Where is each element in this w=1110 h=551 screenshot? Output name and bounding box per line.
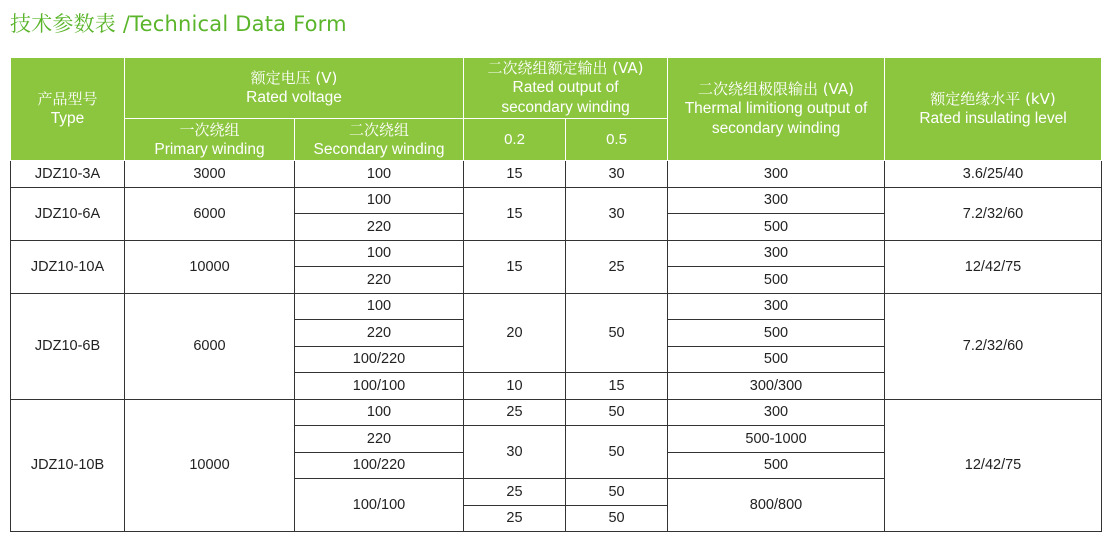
cell-secondary: 100/100 — [295, 373, 464, 400]
cell-thermal: 300/300 — [668, 373, 885, 400]
table-row — [11, 161, 1102, 188]
header-insulation — [885, 58, 1102, 161]
table-row — [11, 399, 1102, 426]
cell-secondary: 100 — [295, 399, 464, 426]
cell-primary: 6000 — [125, 293, 295, 399]
cell-thermal: 500 — [668, 267, 885, 294]
cell-class-02: 25 — [464, 479, 566, 506]
header-rated-voltage — [125, 58, 464, 119]
header-insulation-en: Rated insulating level — [919, 110, 1067, 127]
cell-thermal: 300 — [668, 240, 885, 267]
cell-insulation: 7.2/32/60 — [885, 187, 1102, 240]
technical-data-table — [10, 57, 1102, 532]
header-rated-output-en2: secondary winding — [501, 99, 630, 116]
cell-primary: 6000 — [125, 187, 295, 240]
cell-insulation: 3.6/25/40 — [885, 161, 1102, 188]
header-secondary — [295, 119, 464, 161]
header-insulation-zh: 额定绝缘水平 (kV) — [930, 90, 1056, 108]
cell-primary: 10000 — [125, 240, 295, 293]
cell-thermal: 800/800 — [668, 479, 885, 532]
cell-type: JDZ10-10A — [11, 240, 125, 293]
header-rated-output-en1: Rated output of — [512, 79, 619, 96]
cell-class-02: 20 — [464, 293, 566, 373]
page-title: 技术参数表 /Technical Data Form — [10, 12, 347, 36]
cell-class-02: 15 — [464, 240, 566, 293]
header-rated-output — [464, 58, 668, 119]
cell-thermal: 300 — [668, 161, 885, 188]
cell-class-05: 15 — [566, 373, 668, 400]
cell-type: JDZ10-3A — [11, 161, 125, 188]
cell-class-05: 30 — [566, 161, 668, 188]
header-thermal-en2: secondary winding — [711, 120, 841, 137]
header-class-02: 0.2 — [464, 119, 566, 161]
cell-class-02: 30 — [464, 426, 566, 479]
cell-secondary: 100 — [295, 293, 464, 320]
cell-thermal: 500 — [668, 320, 885, 347]
header-class-05: 0.5 — [566, 119, 668, 161]
cell-thermal: 500 — [668, 214, 885, 241]
cell-secondary: 100 — [295, 240, 464, 267]
cell-class-05: 30 — [566, 187, 668, 240]
cell-class-05: 50 — [566, 293, 668, 373]
header-type-zh: 产品型号 — [37, 90, 98, 108]
cell-class-05: 50 — [566, 426, 668, 479]
cell-type: JDZ10-10B — [11, 399, 125, 532]
cell-primary: 10000 — [125, 399, 295, 532]
cell-class-05: 50 — [566, 505, 668, 532]
cell-class-02: 25 — [464, 399, 566, 426]
cell-type: JDZ10-6A — [11, 187, 125, 240]
header-primary — [125, 119, 295, 161]
cell-secondary: 100/220 — [295, 452, 464, 479]
header-secondary-en: Secondary winding — [313, 140, 445, 158]
cell-thermal: 500 — [668, 346, 885, 373]
table-row — [11, 187, 1102, 214]
header-thermal-en1: Thermal limitiong output of — [684, 100, 868, 117]
header-rated-voltage-en: Rated voltage — [246, 89, 342, 106]
cell-insulation: 12/42/75 — [885, 399, 1102, 532]
cell-secondary: 100/100 — [295, 479, 464, 532]
cell-class-05: 25 — [566, 240, 668, 293]
header-secondary-zh: 二次绕组 — [348, 120, 409, 139]
header-rated-output-zh: 二次绕组额定输出 (VA) — [487, 59, 644, 77]
header-type — [11, 58, 125, 161]
cell-secondary: 220 — [295, 320, 464, 347]
cell-class-02: 15 — [464, 187, 566, 240]
header-rated-voltage-zh: 额定电压 (V) — [250, 69, 338, 87]
cell-primary: 3000 — [125, 161, 295, 188]
cell-class-02: 25 — [464, 505, 566, 532]
header-thermal-zh: 二次绕组极限输出 (VA) — [697, 80, 855, 98]
cell-secondary: 100 — [295, 161, 464, 188]
table-row — [11, 293, 1102, 320]
header-primary-en: Primary winding — [154, 140, 265, 158]
cell-secondary: 100 — [295, 187, 464, 214]
cell-class-05: 50 — [566, 399, 668, 426]
header-type-en: Type — [50, 110, 85, 127]
cell-thermal: 300 — [668, 293, 885, 320]
cell-type: JDZ10-6B — [11, 293, 125, 399]
cell-class-02: 10 — [464, 373, 566, 400]
header-thermal-output — [668, 58, 885, 161]
cell-thermal: 300 — [668, 187, 885, 214]
cell-thermal: 500-1000 — [668, 426, 885, 453]
cell-secondary: 100/220 — [295, 346, 464, 373]
cell-insulation: 12/42/75 — [885, 240, 1102, 293]
cell-class-02: 15 — [464, 161, 566, 188]
cell-thermal: 500 — [668, 452, 885, 479]
cell-insulation: 7.2/32/60 — [885, 293, 1102, 399]
cell-class-05: 50 — [566, 479, 668, 506]
cell-secondary: 220 — [295, 267, 464, 294]
table-row — [11, 240, 1102, 267]
cell-thermal: 300 — [668, 399, 885, 426]
header-primary-zh: 一次绕组 — [179, 120, 240, 139]
cell-secondary: 220 — [295, 214, 464, 241]
cell-secondary: 220 — [295, 426, 464, 453]
